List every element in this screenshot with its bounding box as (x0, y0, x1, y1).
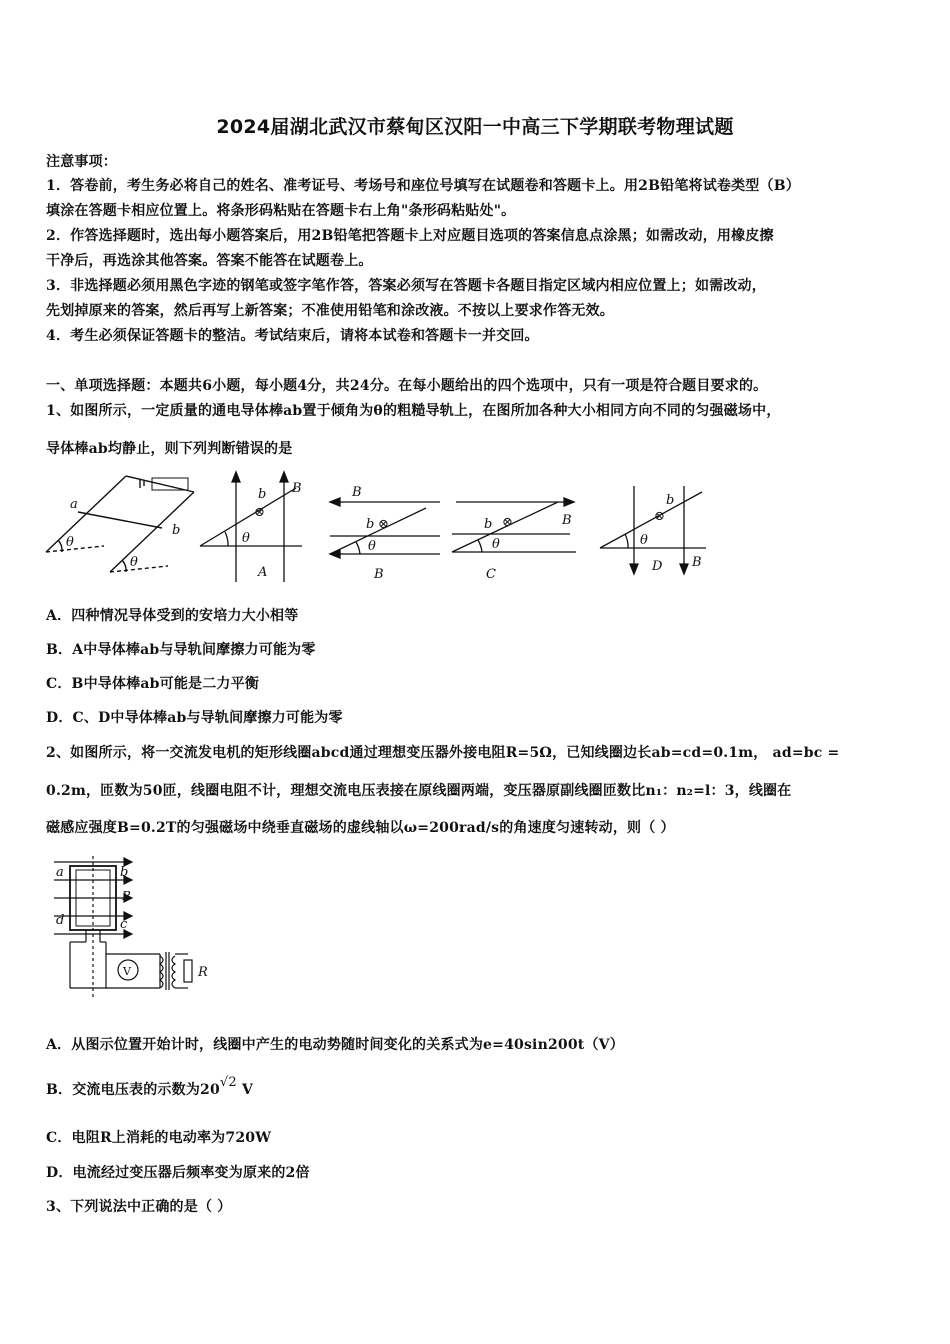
sqrt-two-radical: √2 (219, 1075, 237, 1090)
notice-line: 2．作答选择题时，选出每小题答案后，用2B铅笔把答题卡上对应题目选项的答案信息点涂黑；如需改动，用橡皮擦 (46, 228, 774, 244)
notice-line: 4．考生必须保证答题卡的整洁。考试结束后，请将本试卷和答题卡一并交回。 (46, 328, 539, 344)
q2-label-R: R (198, 965, 208, 980)
q1b-caption: B (374, 567, 384, 582)
q1c-label-B: B (562, 513, 572, 528)
q1-option-a: A．四种情况导体受到的安培力大小相等 (46, 608, 299, 624)
q1a-label-b: b (258, 487, 267, 502)
q2-stem: 2、如图所示，将一交流发电机的矩形线圈abcd通过理想变压器外接电阻R=5Ω，已知线圈边长ab=cd=0.1m， ad=bc = (46, 745, 840, 761)
notice-line: 干净后，再选涂其他答案。答案不能答在试题卷上。 (46, 253, 373, 269)
q1d-label-b: b (666, 493, 675, 508)
q2-label-c: c (120, 917, 128, 932)
q2-option-b (46, 1075, 908, 1101)
q2-label-B: B (122, 889, 131, 903)
q1-option-c: C．B中导体棒ab可能是二力平衡 (46, 676, 260, 692)
q1-figure-rails (44, 468, 204, 580)
section-heading: 一、单项选择题：本题共6小题，每小题4分，共24分。在每小题给出的四个选项中，只有一项是符合题目要求的。 (46, 378, 768, 394)
q2-option-b-suffix: V (236, 1082, 254, 1098)
q1-figure-a (198, 468, 308, 584)
q1c-label-theta: θ (492, 537, 500, 552)
q2-option-b-prefix: B．交流电压表的示数为20 (46, 1082, 220, 1098)
notice-line: 1．答卷前，考生务必将自己的姓名、准考证号、考场号和座位号填写在试题卷和答题卡上。用2B铅笔将试卷类型（B） (46, 178, 800, 194)
q1-option-d: D．C、D中导体棒ab与导轨间摩擦力可能为零 (46, 710, 343, 726)
q2-option-a: A．从图示位置开始计时，线圈中产生的电动势随时间变化的关系式为e=40sin200t（V） (46, 1037, 624, 1053)
sqrt-two (219, 1075, 237, 1101)
notice-line: 3．非选择题必须用黑色字迹的钢笔或签字笔作答，答案必须写在答题卡各题目指定区域内相应位置上；如需改动， (46, 278, 766, 294)
q1b-label-B: B (352, 485, 362, 500)
q1-figure-c (450, 468, 580, 584)
q2-voltmeter: V (123, 965, 131, 978)
q1-label-theta: θ (130, 555, 138, 570)
q2-option-d: D．电流经过变压器后频率变为原来的2倍 (46, 1165, 310, 1181)
q3-stem: 3、下列说法中正确的是（ ） (46, 1199, 232, 1215)
q2-figure (48, 856, 218, 1002)
q1a-caption: A (258, 565, 268, 580)
notice-line: 填涂在答题卡相应位置上。将条形码粘贴在答题卡右上角"条形码粘贴处"。 (46, 203, 516, 219)
q1b-label-theta: θ (368, 539, 376, 554)
q2-stem: 磁感应强度B=0.2T的匀强磁场中绕垂直磁场的虚线轴以ω=200rad/s的角速度匀速转动，则（ ） (46, 820, 675, 836)
q1b-label-b: b (366, 517, 375, 532)
q1a-label-B: B (292, 481, 302, 496)
q2-stem: 0.2m，匝数为50匝，线圈电阻不计，理想交流电压表接在原线圈两端，变压器原副线圈匝数比n₁：n₂=l：3，线圈在 (46, 783, 792, 799)
q1-figure-b (326, 468, 444, 584)
q2-label-a: a (56, 865, 64, 880)
q1d-cross: ⊗ (654, 509, 665, 524)
q1-label-b: b (172, 523, 181, 538)
q1d-label-theta: θ (640, 533, 648, 548)
page-title: 2024届湖北武汉市蔡甸区汉阳一中高三下学期联考物理试题 (216, 116, 734, 138)
q1c-cross: ⊗ (502, 515, 513, 530)
q2-label-b: b (120, 865, 129, 880)
q1a-cross: ⊗ (254, 505, 265, 520)
q1c-label-b: b (484, 517, 493, 532)
q1-figure-d (598, 482, 710, 582)
q1d-label-B: B (692, 555, 702, 570)
q1-label-a: a (70, 497, 78, 512)
q2-label-d: d (56, 913, 65, 928)
q1-stem: 导体棒ab均静止，则下列判断错误的是 (46, 441, 293, 457)
q1-stem: 1、如图所示，一定质量的通电导体棒ab置于倾角为θ的粗糙导轨上，在图所加各种大小相同方向不同的匀强磁场中， (46, 403, 781, 419)
q1a-label-theta: θ (242, 531, 250, 546)
q1b-cross: ⊗ (378, 517, 389, 532)
q1-label-theta: θ (66, 535, 74, 550)
q1-option-b: B．A中导体棒ab与导轨间摩擦力可能为零 (46, 642, 316, 658)
q1d-caption: D (652, 559, 663, 574)
q2-option-c: C．电阻R上消耗的电动率为720W (46, 1130, 272, 1146)
notice-heading: 注意事项： (46, 154, 117, 170)
notice-line: 先划掉原来的答案，然后再写上新答案；不准使用铅笔和涂改液。不按以上要求作答无效。 (46, 303, 614, 319)
q1c-caption: C (486, 567, 496, 582)
